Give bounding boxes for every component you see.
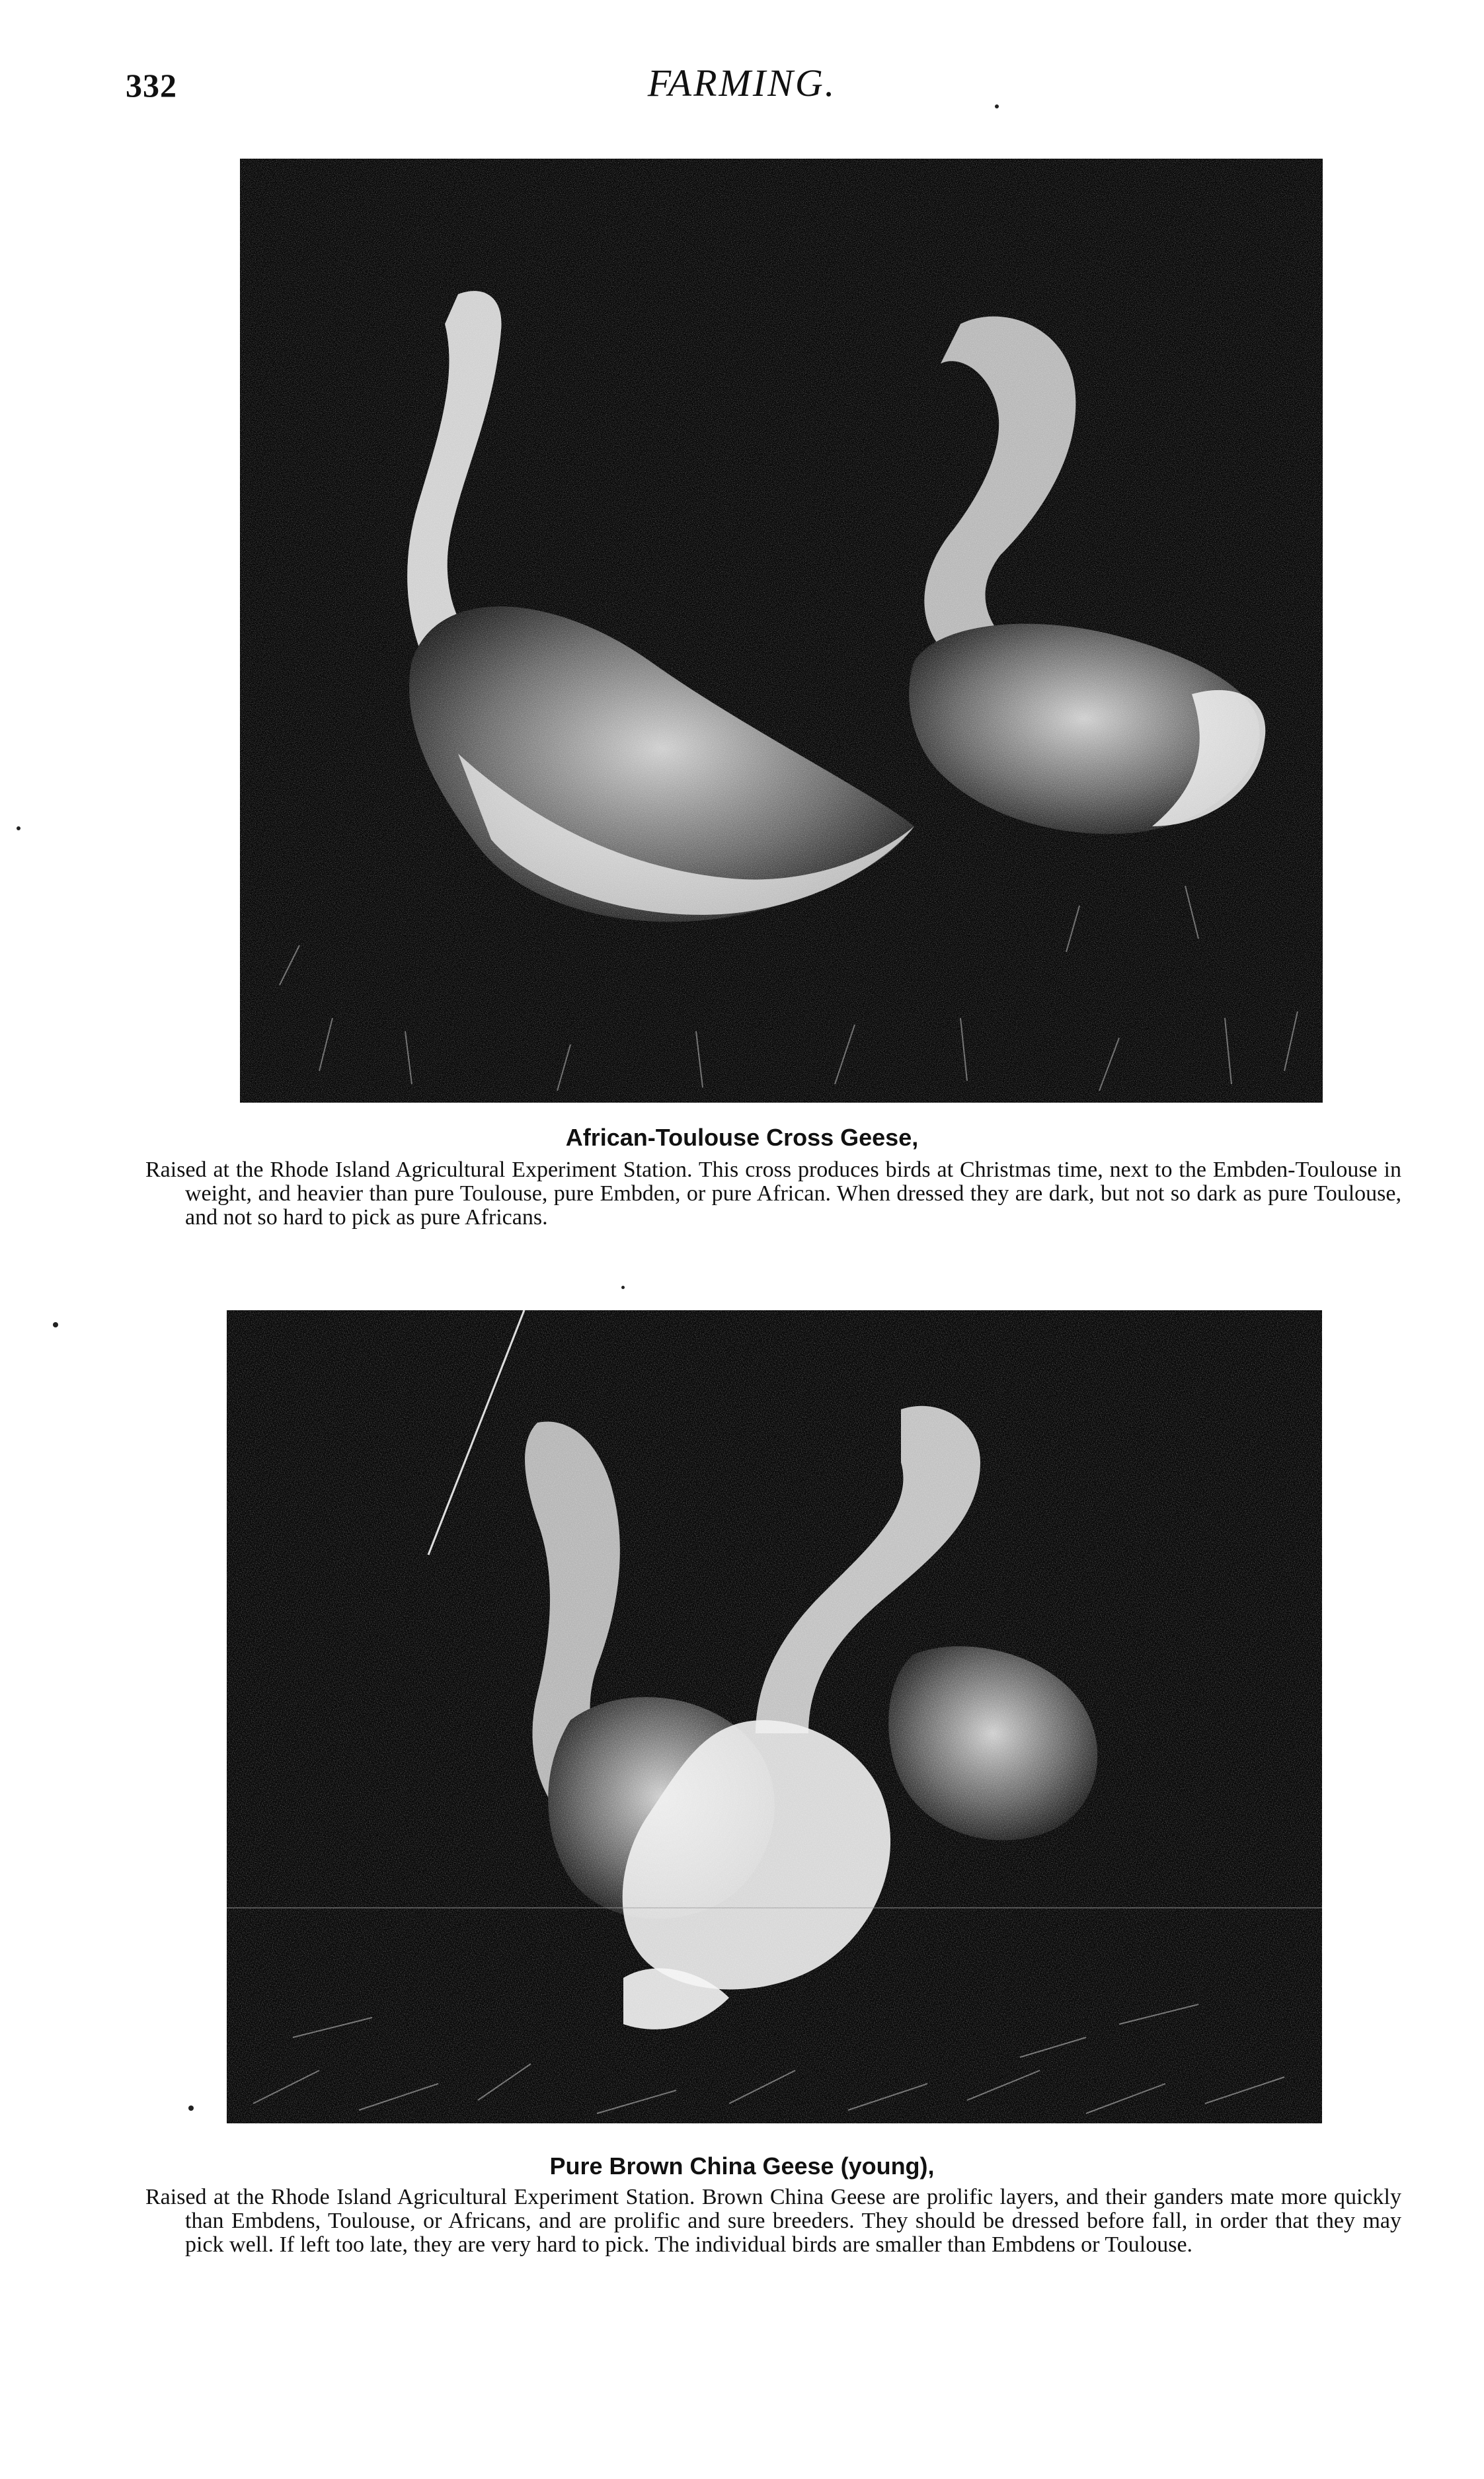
page-number: 332	[126, 67, 177, 104]
running-head: FARMING.	[647, 61, 837, 104]
goose-photo-illustration-2	[227, 1310, 1322, 2123]
goose-photo-illustration-1	[240, 159, 1323, 1103]
photo-african-toulouse-geese	[240, 159, 1323, 1103]
photo-brown-china-geese	[227, 1310, 1322, 2123]
print-speck	[188, 2105, 194, 2111]
print-speck	[621, 1286, 625, 1289]
print-speck	[53, 1322, 58, 1327]
figure-1-caption: Raised at the Rhode Island Agricultural Experiment Station. This cross produces birds at Christmas time, next to the Embden-Toulouse in weight, and heavier than pure Toulouse, pure Embden, or pure African. When dressed they are dark, but not so dark as pure Toulouse, and not so hard to pick as pure Africans.	[145, 1158, 1401, 1230]
figure-2-caption: Raised at the Rhode Island Agricultural Experiment Station. Brown China Geese are prolific layers, and their ganders mate more quickly than Embdens, Toulouse, or Africans, and are prolific and sure breeders. They should be dressed before fall, in order that they may pick well. If left too late, they are very hard to pick. The individual birds are smaller than Embdens or Toulouse.	[145, 2185, 1401, 2257]
print-speck	[995, 104, 999, 108]
figure-1-title: African-Toulouse Cross Geese,	[565, 1124, 919, 1151]
figure-2-title: Pure Brown China Geese (young),	[549, 2152, 935, 2180]
print-speck	[17, 826, 20, 830]
